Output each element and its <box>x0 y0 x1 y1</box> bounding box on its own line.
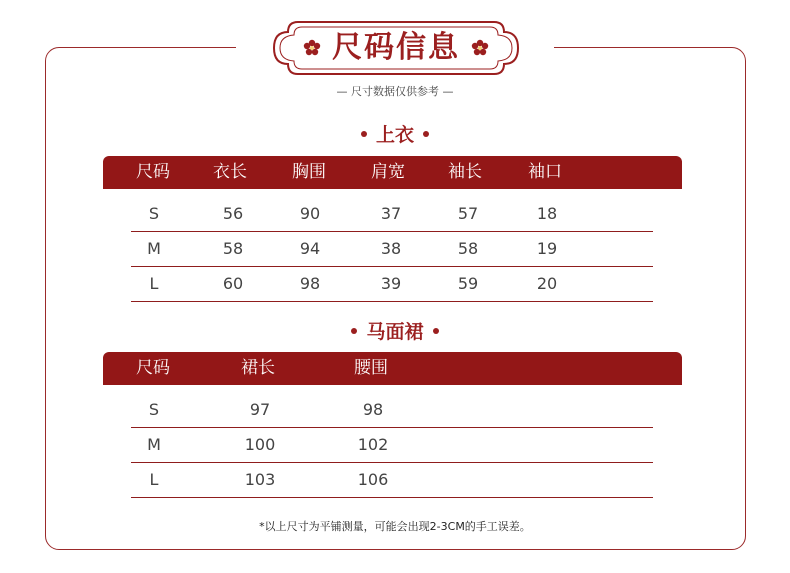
table-cell: 100 <box>244 435 276 454</box>
dot-icon <box>423 131 429 137</box>
table-row <box>131 463 653 498</box>
column-header: 腰围 <box>354 358 388 378</box>
table-cell: 37 <box>380 204 402 223</box>
column-header: 袖长 <box>448 162 482 182</box>
table-row <box>131 428 653 463</box>
column-header: 裙长 <box>241 358 275 378</box>
table-cell: 19 <box>536 239 558 258</box>
section-title-top-label: 上衣 <box>375 124 414 146</box>
table-cell: 18 <box>536 204 558 223</box>
column-header: 尺码 <box>136 358 170 378</box>
section-title-skirt <box>0 317 790 344</box>
table-cell: 102 <box>357 435 389 454</box>
section-title-skirt-label: 马面裙 <box>366 321 424 343</box>
section-title-top <box>0 120 790 147</box>
dot-icon <box>351 328 357 334</box>
table-cell: 103 <box>244 470 276 489</box>
table-row <box>131 393 653 428</box>
column-header: 尺码 <box>136 162 170 182</box>
table-cell: 90 <box>299 204 321 223</box>
table-header-top <box>103 156 682 189</box>
column-header: 肩宽 <box>371 162 405 182</box>
table-cell: 58 <box>222 239 244 258</box>
table-cell: M <box>147 239 161 258</box>
table-header-skirt <box>103 352 682 385</box>
table-cell: L <box>149 470 159 489</box>
table-row <box>131 197 653 232</box>
table-cell: S <box>148 400 160 419</box>
table-cell: 59 <box>457 274 479 293</box>
table-cell: 106 <box>357 470 389 489</box>
table-cell: 97 <box>249 400 271 419</box>
table-cell: S <box>148 204 160 223</box>
table-cell: 94 <box>299 239 321 258</box>
dot-icon <box>361 131 367 137</box>
table-cell: 56 <box>222 204 244 223</box>
table-cell: 20 <box>536 274 558 293</box>
table-row <box>131 267 653 302</box>
page-title: 尺码信息 <box>332 30 460 65</box>
table-cell: M <box>147 435 161 454</box>
table-cell: 57 <box>457 204 479 223</box>
table-cell: 38 <box>380 239 402 258</box>
table-cell: 39 <box>380 274 402 293</box>
dot-icon <box>433 328 439 334</box>
table-cell: 98 <box>299 274 321 293</box>
title-badge <box>268 16 524 80</box>
column-header: 胸围 <box>292 162 326 182</box>
measurement-note: *以上尺寸为平铺测量，可能会出现2-3CM的手工误差。 <box>259 520 531 533</box>
table-cell: 58 <box>457 239 479 258</box>
column-header: 袖口 <box>528 162 562 182</box>
subtitle: — 尺寸数据仅供参考 — <box>336 85 454 98</box>
table-cell: 98 <box>362 400 384 419</box>
table-row <box>131 232 653 267</box>
table-cell: L <box>149 274 159 293</box>
column-header: 衣长 <box>213 162 247 182</box>
table-cell: 60 <box>222 274 244 293</box>
